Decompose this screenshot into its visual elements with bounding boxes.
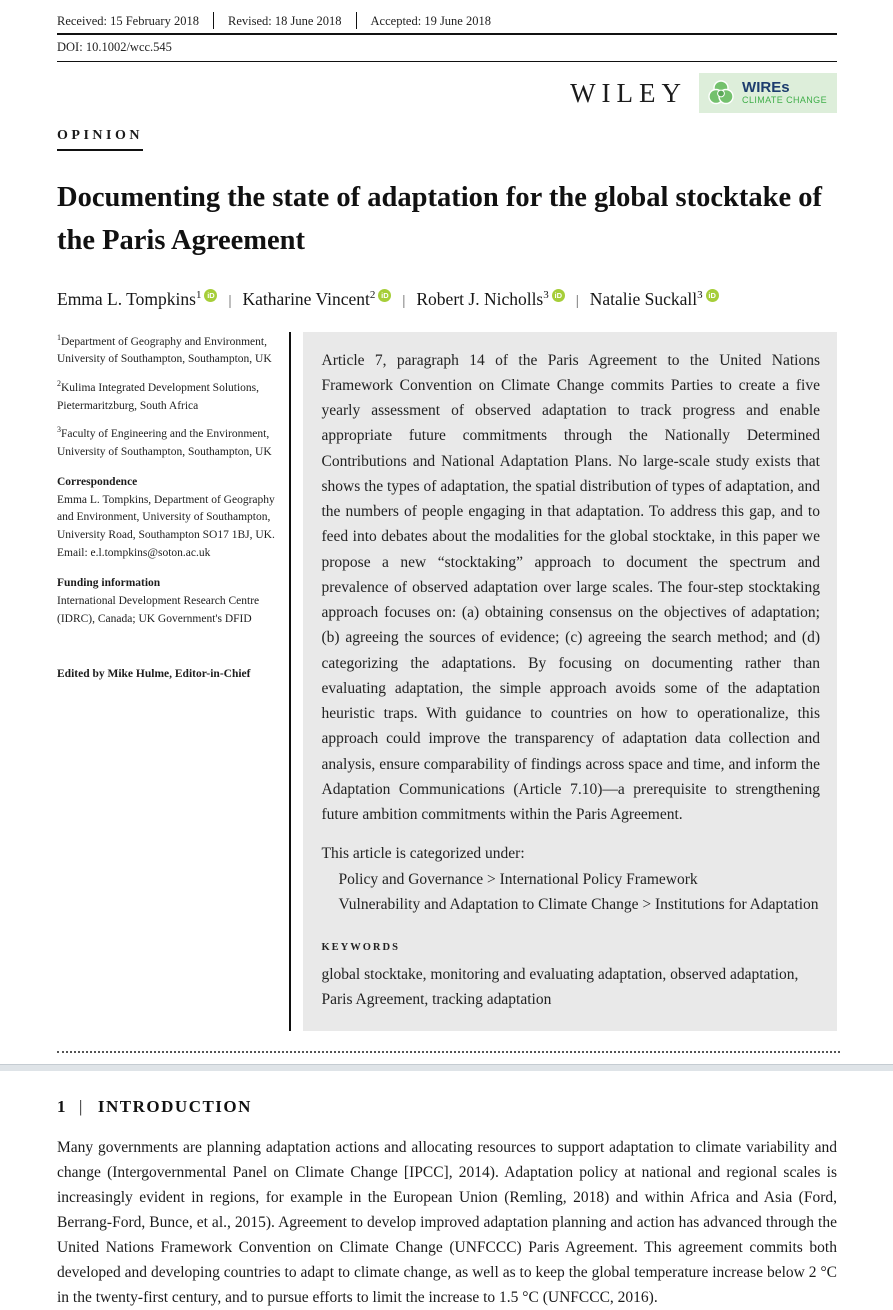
abstract-column [303,332,838,1031]
section-heading-divider: | [79,1096,84,1116]
abstract-box [303,332,838,1031]
author-name: Robert J. Nicholls [416,288,544,309]
affiliation-sup: 2 [57,378,61,388]
doi: DOI: 10.1002/wcc.545 [57,35,837,62]
wires-journal-badge [699,73,837,113]
correspondence-label: Correspondence [57,475,138,488]
author-affiliation-sup: 3 [543,288,549,301]
article-type-label: OPINION [57,128,143,151]
affiliation [57,378,285,415]
correspondence-block [57,474,285,563]
affiliation-sup: 3 [57,425,61,435]
date-divider [356,12,357,29]
funding-text: International Development Research Centre (IDRC), Canada; UK Government's DFID [57,594,260,625]
page-bottom-dotted-rule [57,1051,840,1053]
orcid-icon[interactable]: iD [378,289,391,302]
affiliation [57,424,285,461]
author-name: Emma L. Tompkins [57,288,196,309]
affiliation-sup: 1 [57,332,61,342]
wires-title-block [742,80,827,105]
edited-by-note: Edited by Mike Hulme, Editor-in-Chief [57,668,251,681]
category-item: Policy and Governance > International Policy Framework [338,870,698,888]
correspondence-text: Emma L. Tompkins, Department of Geography and Environment, University of Southampton, University Road, Southampton SO17 1BJ, UK. [57,493,275,542]
wiley-logo: WILEY [570,77,688,108]
metadata-abstract-columns [57,332,837,1031]
affiliation [57,332,285,369]
author [242,289,391,310]
section-heading-introduction [57,1097,837,1117]
wires-trefoil-icon [706,78,736,108]
author-separator: | [575,292,579,309]
introduction-paragraph: Many governments are planning adaptation actions and allocating resources to support adaptation to climate variability and change (Intergovernmental Panel on Climate Change [IPCC], 2014). Adaptation policy at national and regional scales is increasingly evident in regions, for example in the European Union (Remling, 2018) and within Africa and Asia (Ford, Berrang-Ford, Bunce, et al., 2015). Agreement to develop improved adaptation planning and action has advanced through the United Nations Framework Convention on Climate Change (UNFCCC) Paris Agreement. This agreement commits both developed and developing countries to adapt to climate change, as well as to keep the global temperature increase below 2 °C in the twenty-first century, and to pursue efforts to limit the increase to 1.5 °C (UNFCCC, 2016). [57,1138,837,1307]
keywords-label: KEYWORDS [321,942,400,953]
author-affiliation-sup: 3 [697,288,703,301]
article-metadata-sidebar [57,332,285,1031]
revised-date: Revised: 18 June 2018 [227,14,342,28]
orcid-icon[interactable]: iD [552,289,565,302]
author [590,289,719,310]
affiliation-text: Kulima Integrated Development Solutions, Pietermaritzburg, South Africa [57,381,260,412]
author [416,289,564,310]
author-separator: | [402,292,406,309]
article-title: Documenting the state of adaptation for the global stocktake of the Paris Agreement [57,182,822,256]
journal-name: WIREs [742,79,790,97]
categorized-label: This article is categorized under: [321,845,525,863]
column-divider-rule [289,332,291,1031]
author-list [57,289,837,310]
author-separator: | [228,292,232,309]
orcid-icon[interactable]: iD [204,289,217,302]
author [57,289,217,310]
author-name: Katharine Vincent [242,288,370,309]
journal-subtitle: CLIMATE CHANGE [742,95,827,106]
affiliation-text: Department of Geography and Environment, University of Southampton, Southampton, UK [57,335,272,366]
date-divider [213,12,214,29]
funding-label: Funding information [57,576,161,589]
abstract-paragraph: Article 7, paragraph 14 of the Paris Agreement to the United Nations Framework Convention on Climate Change commits Parties to create a five yearly assessment of observed adaptation to track progress and enable appropriate future commitments through the Nationally Determined Contributions and National Adaptation Plans. No large-scale study exists that shows the types of adaptation, the spatial distribution of types of adaptation, and the numbers of people engaging in that adaptation. To address this gap, and to feed into debates about the modalities for the global stocktake, in this paper we propose a new “stocktaking” approach to document the spectrum and prevalence of observed adaptation over large scales. The four-step stocktaking approach focuses on: (a) obtaining consensus on the objectives of adaptation; (b) agreeing the sources of evidence; (c) agreeing the search method; and (d) categorizing the adaptations. By focusing on documenting rather than evaluating adaptation, the simple approach avoids some of the adaptation heuristic traps. With guidance to countries on how to operationalize, this approach could improve the transparency of adaptation data collection and analysis, ensure comparability of findings across space and time, and inform the Adaptation Communications (Article 7.10)—a prerequisite to strengthening future ambition commitments within the Paris Agreement. [321,351,820,823]
section-title: INTRODUCTION [97,1096,252,1116]
submission-dates-bar [57,12,837,35]
affiliation-text: Faculty of Engineering and the Environment, University of Southampton, Southampton, UK [57,428,272,459]
logo-row [57,72,837,114]
categorization-block [322,841,821,917]
keywords-text: global stocktake, monitoring and evaluating adaptation, observed adaptation, Paris Agreement, tracking adaptation [321,966,799,1009]
funding-block [57,575,285,628]
author-affiliation-sup: 2 [369,288,376,301]
orcid-icon[interactable]: iD [706,289,719,302]
author-affiliation-sup: 1 [195,288,202,301]
section-number: 1 [57,1096,67,1116]
accepted-date: Accepted: 19 June 2018 [370,14,491,28]
author-name: Natalie Suckall [589,288,698,309]
category-item: Vulnerability and Adaptation to Climate Change > Institutions for Adaptation [338,895,819,913]
next-page-edge [0,1064,893,1071]
received-date: Received: 15 February 2018 [57,14,199,28]
correspondence-email[interactable]: Email: e.l.tompkins@soton.ac.uk [57,547,211,560]
